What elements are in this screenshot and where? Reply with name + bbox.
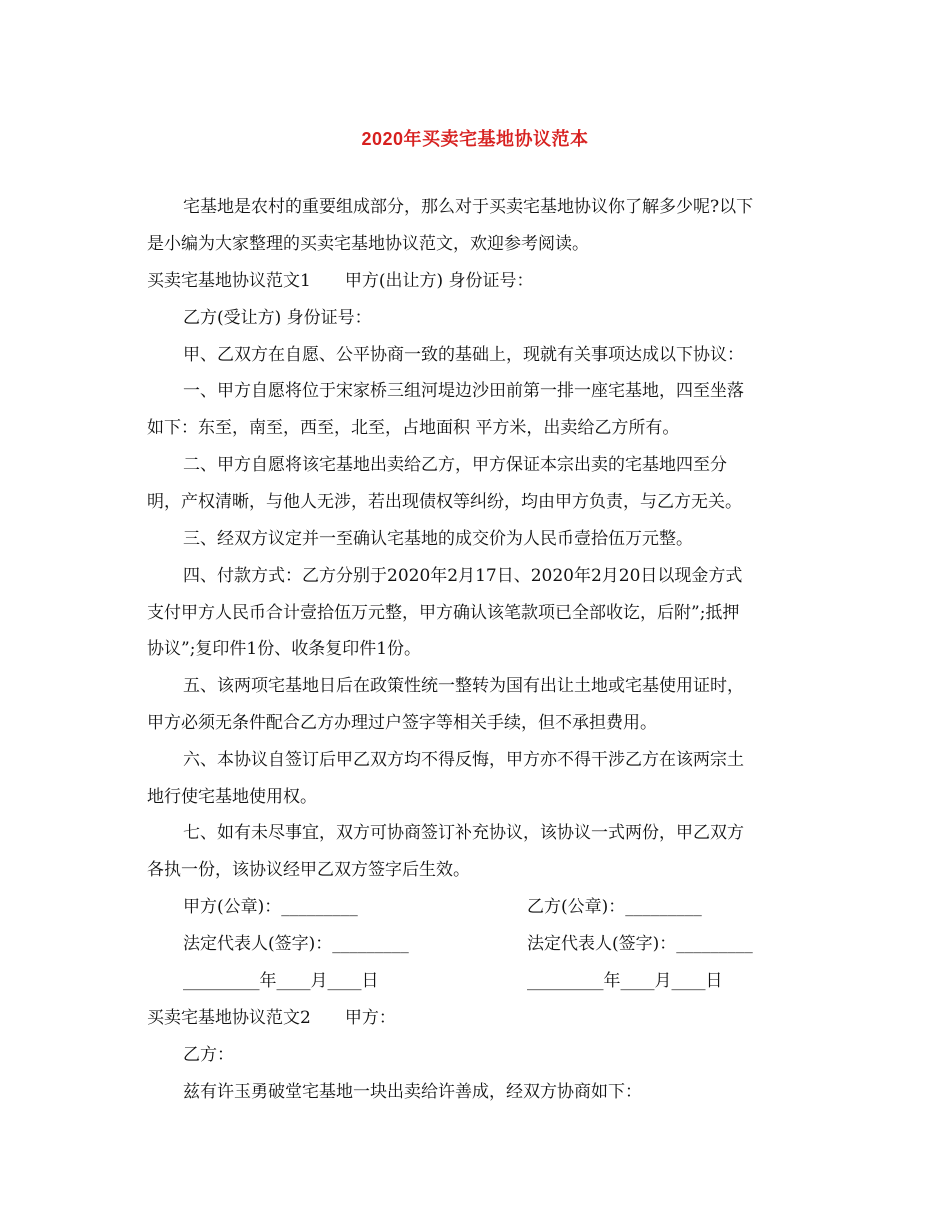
sample1-preamble: 甲、乙双方在自愿、公平协商一致的基础上，现就有关事项达成以下协议： [183, 345, 744, 365]
clause1-line-1: 一、甲方自愿将位于宋家桥三组河堤边沙田前第一排一座宅基地，四至坐落 [183, 381, 744, 401]
party-a-representative: 法定代表人(签字)：_________ [183, 934, 409, 954]
clause7-line-1: 七、如有未尽事宜，双方可协商签订补充协议，该协议一式两份，甲乙双方 [183, 823, 744, 843]
clause5-line-1: 五、该两项宅基地日后在政策性统一整转为国有出让土地或宅基使用证时， [183, 676, 744, 696]
sample2-heading: 买卖宅基地协议范文2 甲方： [147, 1008, 396, 1028]
party-b-seal: 乙方(公章)：_________ [527, 897, 702, 917]
sample1-heading: 买卖宅基地协议范文1 甲方(出让方) 身份证号： [147, 271, 534, 291]
clause4-line-2: 支付甲方人民币合计壹拾伍万元整，甲方确认该笔款项已全部收讫，后附”;抵押 [147, 603, 740, 623]
intro-line-1: 宅基地是农村的重要组成部分，那么对于买卖宅基地协议你了解多少呢?以下 [183, 197, 754, 217]
clause3: 三、经双方议定并一至确认宅基地的成交价为人民币壹拾伍万元整。 [183, 529, 693, 549]
clause5-line-2: 甲方必须无条件配合乙方办理过户签字等相关手续，但不承担费用。 [147, 713, 657, 733]
clause6-line-1: 六、本协议自签订后甲乙双方均不得反悔，甲方亦不得干涉乙方在该两宗土 [183, 750, 744, 770]
document-title: 2020年买卖宅基地协议范本 [361, 129, 589, 149]
clause4-line-3: 协议”;复印件1份、收条复印件1份。 [147, 639, 422, 659]
sample2-party-b: 乙方： [183, 1045, 234, 1065]
party-b-date: _________年____月____日 [527, 971, 723, 991]
clause1-line-2: 如下：东至，南至，西至，北至，占地面积 平方米，出卖给乙方所有。 [147, 418, 680, 438]
clause2-line-1: 二、甲方自愿将该宅基地出卖给乙方，甲方保证本宗出卖的宅基地四至分 [183, 455, 727, 475]
intro-line-2: 是小编为大家整理的买卖宅基地协议范文，欢迎参考阅读。 [147, 234, 589, 254]
sample1-party-b: 乙方(受让方) 身份证号： [183, 308, 372, 328]
party-b-representative: 法定代表人(签字)：_________ [527, 934, 753, 954]
clause7-line-2: 各执一份，该协议经甲乙双方签字后生效。 [147, 860, 470, 880]
party-a-seal: 甲方(公章)：_________ [183, 897, 358, 917]
clause6-line-2: 地行使宅基地使用权。 [147, 787, 317, 807]
sample2-intro: 兹有许玉勇破堂宅基地一块出卖给许善成，经双方协商如下： [183, 1082, 642, 1102]
clause2-line-2: 明，产权清晰，与他人无涉，若出现债权等纠纷，均由甲方负责，与乙方无关。 [147, 492, 742, 512]
clause4-line-1: 四、付款方式：乙方分别于2020年2月17日、2020年2月20日以现金方式 [183, 566, 743, 586]
party-a-date: _________年____月____日 [183, 971, 379, 991]
